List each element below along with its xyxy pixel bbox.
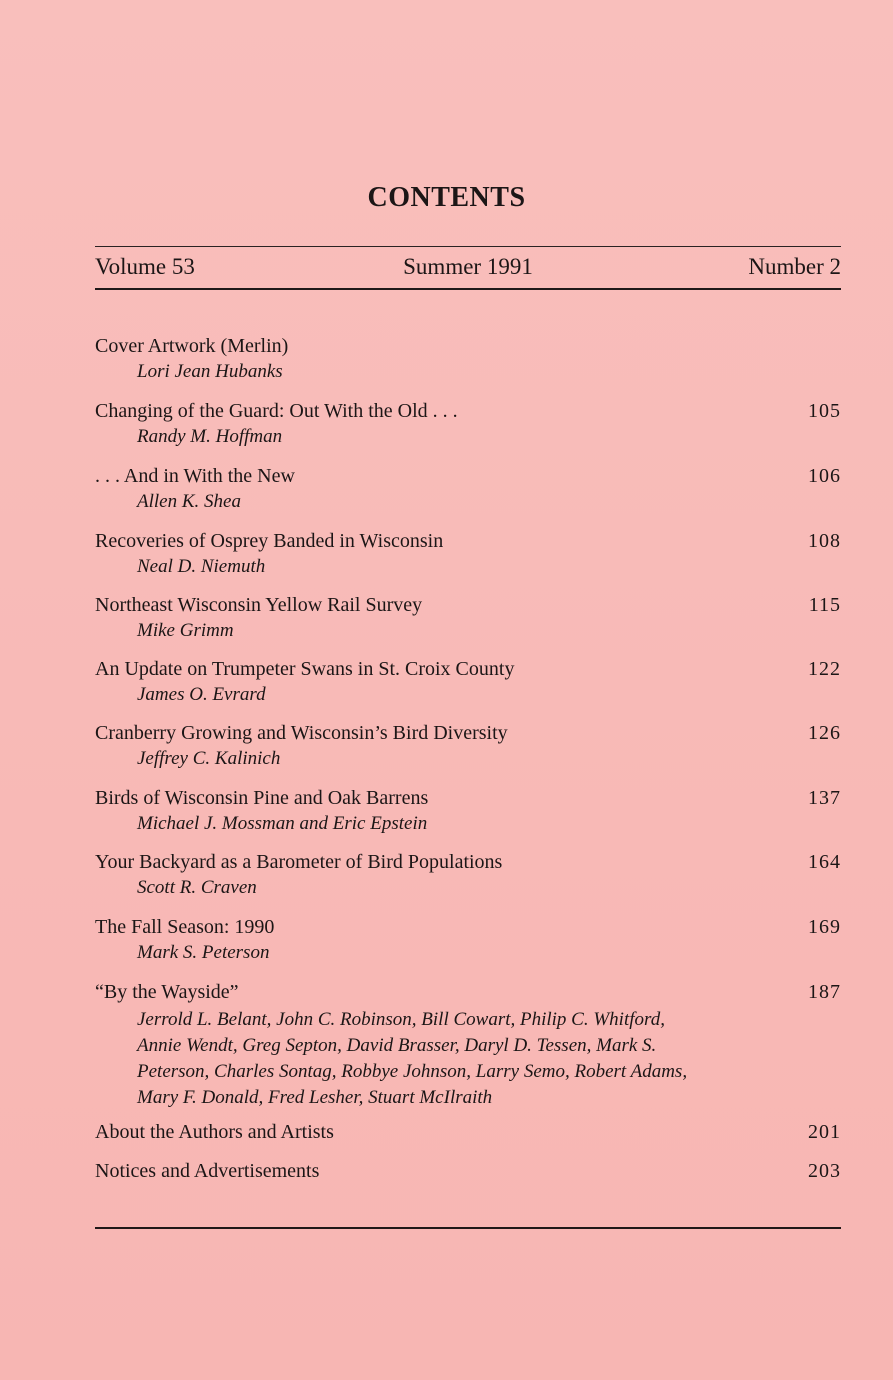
article-author: Scott R. Craven [137, 877, 257, 898]
number-label: Number 2 [748, 254, 841, 279]
page-number: 164 [808, 851, 841, 873]
article-author: Jeffrey C. Kalinich [137, 748, 281, 769]
page-number: 105 [808, 400, 841, 422]
article-author: Lori Jean Hubanks [137, 361, 283, 382]
article-title: Notices and Advertisements [95, 1160, 320, 1182]
page-number: 201 [808, 1121, 841, 1143]
page-title: CONTENTS [367, 182, 526, 213]
author-line: Jerrold L. Belant, John C. Robinson, Bill Cowart, Philip C. Whitford, [137, 1009, 665, 1030]
page-number: 122 [808, 658, 841, 680]
article-authors [137, 1007, 757, 1111]
page-number: 108 [808, 530, 841, 552]
page-number: 203 [808, 1160, 841, 1182]
article-author: Mark S. Peterson [137, 942, 270, 963]
issue-info-row [95, 254, 841, 284]
header-divider [95, 288, 841, 290]
article-title: “By the Wayside” [95, 981, 239, 1003]
article-title: About the Authors and Artists [95, 1121, 334, 1143]
author-line: Annie Wendt, Greg Septon, David Brasser, Daryl D. Tessen, Mark S. [137, 1035, 657, 1056]
article-title: . . . And in With the New [95, 465, 295, 487]
article-author: Michael J. Mossman and Eric Epstein [137, 813, 428, 834]
page-number: 106 [808, 465, 841, 487]
article-title: The Fall Season: 1990 [95, 916, 275, 938]
article-title: Changing of the Guard: Out With the Old . . . [95, 400, 458, 422]
page-number: 169 [808, 916, 841, 938]
volume-label: Volume 53 [95, 254, 195, 279]
page-number: 187 [808, 981, 841, 1003]
article-title: An Update on Trumpeter Swans in St. Croix County [95, 658, 515, 680]
article-author: Randy M. Hoffman [137, 426, 283, 447]
article-title: Birds of Wisconsin Pine and Oak Barrens [95, 787, 429, 809]
author-line: Mary F. Donald, Fred Lesher, Stuart McIlraith [137, 1087, 493, 1108]
article-author: James O. Evrard [137, 684, 266, 705]
article-title: Your Backyard as a Barometer of Bird Populations [95, 851, 503, 873]
page-number: 137 [808, 787, 841, 809]
article-author: Mike Grimm [137, 620, 234, 641]
article-title: Cranberry Growing and Wisconsin’s Bird Diversity [95, 722, 508, 744]
article-author: Allen K. Shea [137, 491, 241, 512]
article-author: Neal D. Niemuth [137, 556, 266, 577]
top-divider [95, 246, 841, 247]
page-number: 126 [808, 722, 841, 744]
article-title: Recoveries of Osprey Banded in Wisconsin [95, 530, 444, 552]
page-number: 115 [808, 594, 841, 616]
season-label: Summer 1991 [403, 254, 533, 279]
bottom-divider [95, 1227, 841, 1229]
article-title: Northeast Wisconsin Yellow Rail Survey [95, 594, 423, 616]
author-line: Peterson, Charles Sontag, Robbye Johnson, Larry Semo, Robert Adams, [137, 1061, 688, 1082]
article-title: Cover Artwork (Merlin) [95, 335, 289, 357]
